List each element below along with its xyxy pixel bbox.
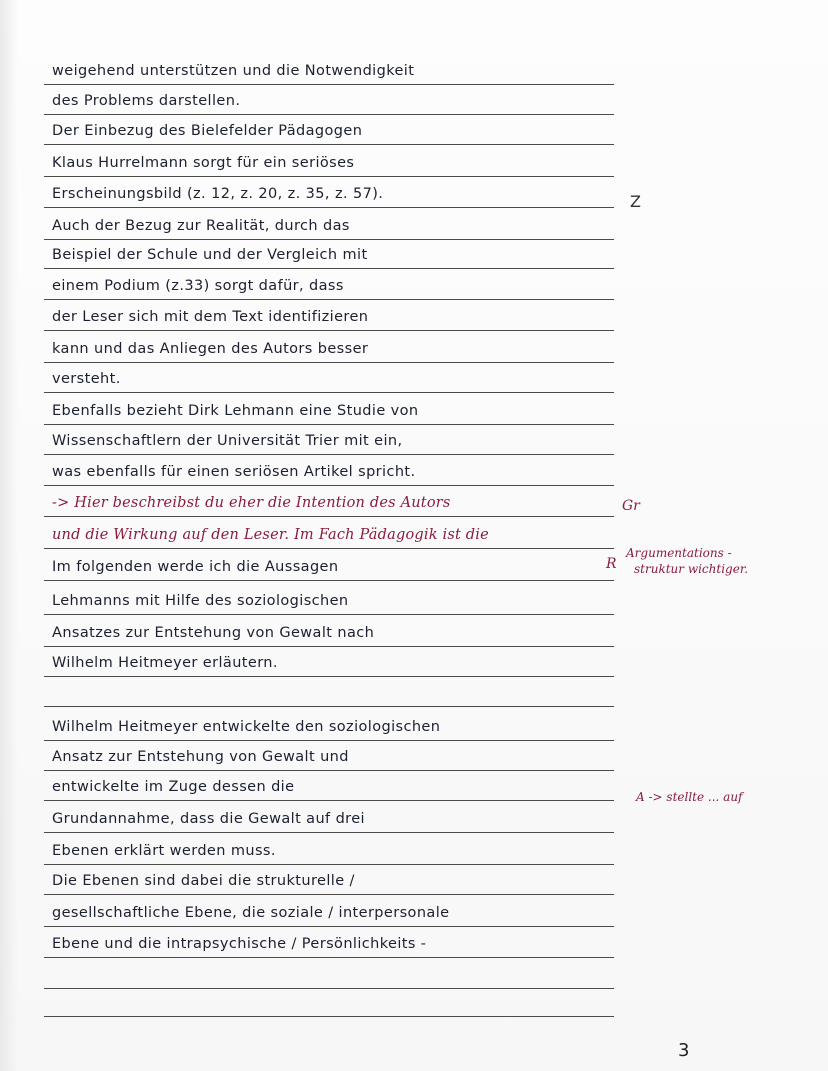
margin-mark-z: Z (630, 192, 641, 211)
ruled-line (44, 676, 614, 677)
text-line: einem Podium (z.33) sorgt dafür, dass (52, 278, 344, 294)
ruled-line (44, 485, 614, 486)
ruled-line (44, 894, 614, 895)
ruled-line (44, 330, 614, 331)
ruled-line (44, 548, 614, 549)
text-line: Ebenen erklärt werden muss. (52, 843, 276, 859)
ruled-line (44, 1016, 614, 1017)
ruled-line (44, 646, 614, 647)
text-line: Im folgenden werde ich die Aussagen (52, 559, 339, 575)
text-line: Auch der Bezug zur Realität, durch das (52, 218, 350, 234)
text-line: Die Ebenen sind dabei die strukturelle / (52, 873, 355, 889)
page-shadow (0, 0, 18, 1071)
ruled-line (44, 770, 614, 771)
text-line: Wilhelm Heitmeyer entwickelte den soziologischen (52, 719, 441, 735)
ruled-line (44, 299, 614, 300)
text-line: der Leser sich mit dem Text identifizieren (52, 309, 369, 325)
teacher-comment-line: und die Wirkung auf den Leser. Im Fach Pädagogik ist die (52, 527, 489, 543)
margin-mark-gr: Gr (622, 498, 640, 514)
text-line: Ebenfalls bezieht Dirk Lehmann eine Studie von (52, 403, 419, 419)
page-number: 3 (678, 1040, 690, 1061)
ruled-line (44, 580, 614, 581)
ruled-line (44, 114, 614, 115)
text-line: Ebene und die intrapsychische / Persönlichkeits - (52, 936, 427, 952)
text-line: entwickelte im Zuge dessen die (52, 779, 295, 795)
text-line: weigehend unterstützen und die Notwendigkeit (52, 63, 415, 79)
ruled-line (44, 424, 614, 425)
text-line: Wissenschaftlern der Universität Trier mit ein, (52, 433, 403, 449)
text-line: Erscheinungsbild (z. 12, z. 20, z. 35, z. 57). (52, 186, 384, 202)
text-line: Grundannahme, dass die Gewalt auf drei (52, 811, 365, 827)
text-line: kann und das Anliegen des Autors besser (52, 341, 369, 357)
ruled-line (44, 176, 614, 177)
ruled-line (44, 706, 614, 707)
teacher-comment-line: -> Hier beschreibst du eher die Intention des Autors (52, 495, 451, 511)
ruled-line (44, 454, 614, 455)
ruled-line (44, 268, 614, 269)
ruled-line (44, 864, 614, 865)
margin-note-a: A -> stellte ... auf (636, 790, 743, 804)
text-line: gesellschaftliche Ebene, die soziale / interpersonale (52, 905, 450, 921)
text-line: Beispiel der Schule und der Vergleich mit (52, 247, 368, 263)
ruled-line (44, 740, 614, 741)
text-line: Ansatzes zur Entstehung von Gewalt nach (52, 625, 375, 641)
ruled-line (44, 800, 614, 801)
ruled-line (44, 84, 614, 85)
ruled-line (44, 516, 614, 517)
ruled-line (44, 362, 614, 363)
text-line: des Problems darstellen. (52, 93, 241, 109)
text-line: Der Einbezug des Bielefelder Pädagogen (52, 123, 363, 139)
ruled-line (44, 239, 614, 240)
text-line: Wilhelm Heitmeyer erläutern. (52, 655, 278, 671)
text-line: Ansatz zur Entstehung von Gewalt und (52, 749, 349, 765)
margin-note-argument-2: struktur wichtiger. (634, 562, 749, 576)
ruled-line (44, 832, 614, 833)
text-line: was ebenfalls für einen seriösen Artikel spricht. (52, 464, 416, 480)
ruled-line (44, 207, 614, 208)
ruled-line (44, 988, 614, 989)
margin-note-argument-1: Argumentations - (626, 546, 732, 560)
ruled-line (44, 614, 614, 615)
ruled-line (44, 926, 614, 927)
ruled-line (44, 957, 614, 958)
margin-mark-r: R (606, 556, 617, 572)
ruled-line (44, 144, 614, 145)
ruled-line (44, 392, 614, 393)
text-line: versteht. (52, 371, 121, 387)
text-line: Klaus Hurrelmann sorgt für ein seriöses (52, 155, 355, 171)
text-line: Lehmanns mit Hilfe des soziologischen (52, 593, 349, 609)
